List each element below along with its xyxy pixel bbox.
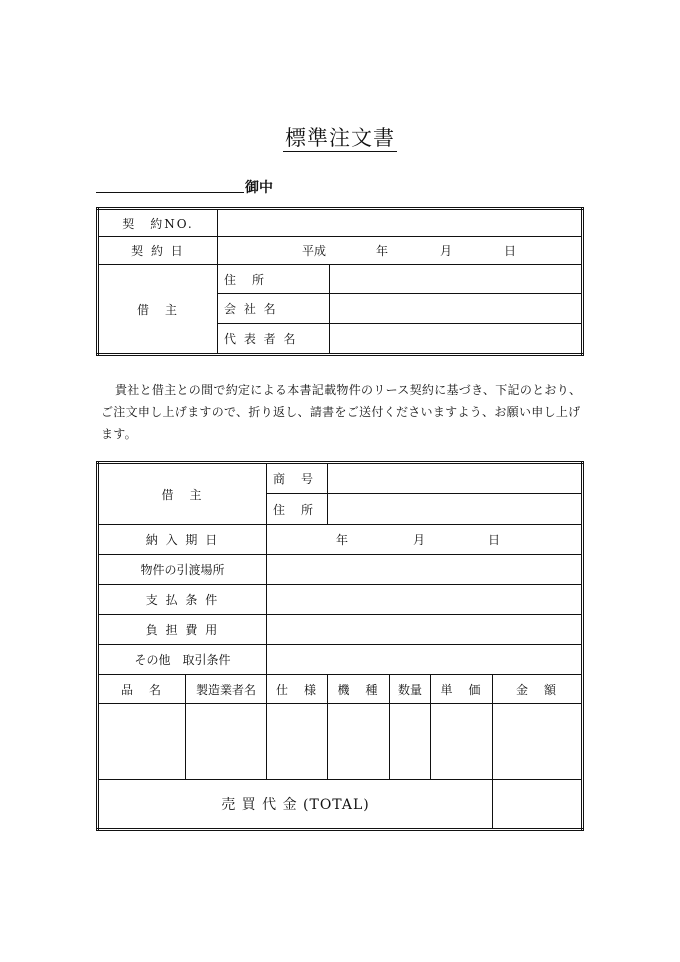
- trade-name-label: 商 号: [267, 463, 328, 494]
- lessee-address-label: 住 所: [218, 265, 330, 294]
- lessee-address-field[interactable]: [330, 265, 583, 294]
- contract-no-field[interactable]: [218, 209, 583, 237]
- delivery-date-label: 納 入 期 日: [98, 525, 267, 555]
- items-row: [98, 704, 583, 780]
- addressee-suffix: 御中: [245, 180, 273, 196]
- company-name-label: 会 社 名: [218, 294, 330, 324]
- col-quantity: 数量: [390, 675, 431, 704]
- contract-info-table: [96, 207, 584, 356]
- col-model: 機 種: [328, 675, 390, 704]
- representative-label: 代 表 者 名: [218, 324, 330, 355]
- contract-date-field[interactable]: [218, 237, 583, 265]
- order-address-label: 住 所: [267, 494, 328, 525]
- delivery-month-label: 月: [413, 532, 426, 547]
- other-terms-label: その他 取引条件: [98, 645, 267, 675]
- payment-terms-label: 支 払 条 件: [98, 585, 267, 615]
- delivery-place-label: 物件の引渡場所: [98, 555, 267, 585]
- model-field[interactable]: [328, 704, 390, 780]
- total-row: [98, 780, 583, 830]
- total-amount-field[interactable]: [493, 780, 583, 830]
- trade-name-field[interactable]: [328, 463, 583, 494]
- quantity-field[interactable]: [390, 704, 431, 780]
- col-spec: 仕 様: [267, 675, 328, 704]
- delivery-day-label: 日: [488, 532, 501, 547]
- representative-field[interactable]: [330, 324, 583, 355]
- year-label: 年: [376, 243, 389, 258]
- order-statement: 貴社と借主との間で約定による本書記載物件のリース契約に基づき、下記のとおり、ご注文申し上げますので、折り返し、請書をご送付くださいますよう、お願い申し上げます。: [101, 383, 582, 441]
- month-label: 月: [440, 243, 453, 258]
- other-terms-field[interactable]: [267, 645, 583, 675]
- contract-date-label: 契 約 日: [98, 237, 218, 265]
- delivery-year-label: 年: [336, 532, 349, 547]
- item-name-field[interactable]: [98, 704, 186, 780]
- cost-burden-label: 負 担 費 用: [98, 615, 267, 645]
- delivery-date-field[interactable]: [267, 525, 583, 555]
- amount-field[interactable]: [493, 704, 583, 780]
- delivery-place-field[interactable]: [267, 555, 583, 585]
- col-item-name: 品 名: [98, 675, 186, 704]
- company-name-field[interactable]: [330, 294, 583, 324]
- col-manufacturer: 製造業者名: [186, 675, 267, 704]
- era-label: 平成: [302, 243, 327, 258]
- addressee: [96, 175, 396, 197]
- day-label: 日: [504, 243, 517, 258]
- unit-price-field[interactable]: [431, 704, 493, 780]
- manufacturer-field[interactable]: [186, 704, 267, 780]
- payment-terms-field[interactable]: [267, 585, 583, 615]
- document-title: 標準注文書: [285, 126, 395, 150]
- order-lessee-label: 借 主: [98, 463, 267, 525]
- addressee-blank-line[interactable]: [96, 192, 244, 193]
- spec-field[interactable]: [267, 704, 328, 780]
- total-label: 売 買 代 金 (TOTAL): [98, 780, 493, 830]
- col-unit-price: 単 価: [431, 675, 493, 704]
- order-details-table: [96, 461, 584, 831]
- col-amount: 金 額: [493, 675, 583, 704]
- lessee-label: 借 主: [98, 265, 218, 355]
- items-header-row: [98, 675, 583, 704]
- contract-no-label: 契 約NO.: [98, 209, 218, 237]
- order-address-field[interactable]: [328, 494, 583, 525]
- cost-burden-field[interactable]: [267, 615, 583, 645]
